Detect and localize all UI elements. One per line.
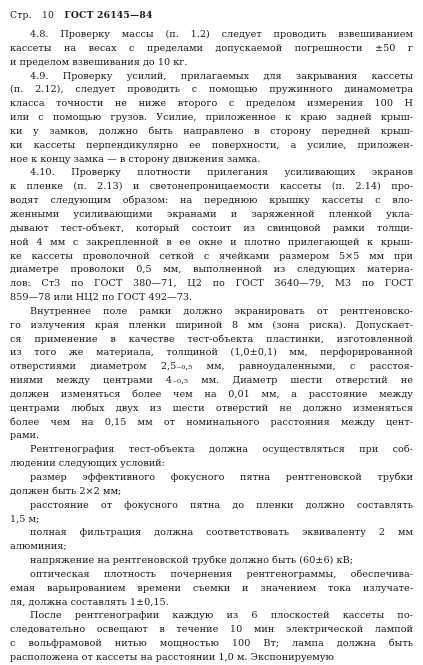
text-line: 1,5 м; bbox=[10, 513, 40, 525]
page-word: Стр. bbox=[10, 10, 32, 21]
para-after bbox=[10, 609, 413, 664]
text-line: После рентгенографии каждую из 6 плоскостей кассеты по- bbox=[30, 610, 413, 622]
text-line: 4.10. Проверку плотности прилегания усиливающих экранов bbox=[30, 167, 413, 179]
text-line: дывают тест-объект, который состоит из свинцовой рамки толщи- bbox=[10, 222, 413, 234]
text-line: емая варьированием времени съемки и значением тока излучате- bbox=[10, 582, 413, 594]
para-4-8 bbox=[10, 28, 413, 70]
text-line: ной 4 мм с закрепленной в ее окне и плотно прилегающей к крыш- bbox=[10, 236, 413, 248]
text-line: (п. 2.12), следует проводить с помощью пружинного динамометра bbox=[10, 84, 413, 96]
text-line: должен изменяться более чем на 0,01 мм, а расстояние между bbox=[10, 388, 413, 400]
text-line: расстояние от фокусного пятна до пленки должно составлять bbox=[30, 499, 413, 511]
text-line: класса точности не ниже второго с пределом измерения 100 Н bbox=[10, 98, 413, 110]
text-line: с вольфрамовой нитью мощностью 100 Вт; лампа должна быть bbox=[10, 638, 413, 650]
text-line: Внутреннее поле рамки должно экранировать от рентгеновско- bbox=[30, 305, 413, 317]
text-line: кассеты на весах с пределами допускаемой погрешности ±50 г bbox=[10, 42, 413, 54]
text-line: 859—78 или НЦ2 по ГОСТ 492—73. bbox=[10, 292, 193, 304]
para-focal-spot bbox=[10, 471, 413, 499]
text-line: или с помощью грузов. Усилие, приложенное к краю задней крыш- bbox=[10, 112, 413, 124]
text-line: женными усиливающими экранами и заряженной пленкой укла- bbox=[10, 208, 413, 220]
text-line: следовательно освещают в течение 10 мин электрической лампой bbox=[10, 624, 413, 636]
standard-title: ГОСТ 26145—84 bbox=[64, 10, 153, 21]
text-line: Рентгенография тест-объекта должна осуществляться при соб- bbox=[30, 444, 413, 456]
text-line: должен быть 2×2 мм; bbox=[10, 485, 122, 497]
text-line: полная фильтрация должна соответствовать эквиваленту 2 мм bbox=[30, 527, 413, 539]
text-line: ля, должна составлять 1±0,15. bbox=[10, 596, 169, 608]
text-line: алюминия; bbox=[10, 541, 67, 553]
text-line: диаметре проволоки 0,5 мм, выполненной из следующих материа- bbox=[10, 264, 413, 276]
document-body bbox=[10, 28, 413, 665]
text-line: 4.8. Проверку массы (п. 1.2) следует проводить взвешиванием bbox=[30, 29, 413, 40]
para-4-9 bbox=[10, 70, 413, 167]
text-line: ке кассеты проволочной сеткой с ячейками размером 5×5 мм при bbox=[10, 250, 413, 262]
text-line: из того же материала, толщиной (1,0±0,1) мм, перфорированной bbox=[10, 347, 413, 359]
text-line: размер эффективного фокусного пятна рентгеновской трубки bbox=[30, 472, 413, 483]
text-line: ки у замков, должно быть направлено в сторону передней крыш- bbox=[10, 125, 413, 137]
para-4-10 bbox=[10, 166, 413, 304]
page-header bbox=[10, 10, 413, 21]
text-line: людении следующих условий: bbox=[10, 458, 165, 470]
text-line: расположена от кассеты на расстоянии 1,0 м. Экспонируемую bbox=[10, 651, 334, 663]
text-line: оптическая плотность почернения рентгенограммы, обеспечива- bbox=[30, 568, 413, 580]
text-line: ся применение в качестве тест-объекта пластинки, изготовленной bbox=[10, 333, 413, 345]
text-line: ки кассеты перпендикулярно ее поверхности, а усилие, приложен- bbox=[10, 139, 413, 151]
para-voltage bbox=[10, 554, 413, 568]
text-line: го излучения края пленки шириной 8 мм (зона риска). Допускает- bbox=[10, 319, 413, 331]
text-line: более чем на 0,15 мм от номинального расстояния между цент- bbox=[10, 416, 413, 428]
text-line: ное к концу замка — в сторону движения замка. bbox=[10, 153, 261, 165]
para-radiography bbox=[10, 443, 413, 471]
para-inner-field bbox=[10, 305, 413, 443]
text-line: напряжение на рентгеновской трубке должно быть (60±6) кВ; bbox=[30, 555, 353, 567]
text-line: рами. bbox=[10, 430, 40, 442]
text-line: лов: Ст3 по ГОСТ 380—71, Ц2 по ГОСТ 3640—79, М3 по ГОСТ bbox=[10, 278, 413, 290]
page-number: 10 bbox=[41, 10, 55, 21]
text-line: ниями между центрами 4₋₀,₅ мм. Диаметр шести отверстий не bbox=[10, 375, 413, 387]
text-line: к пленке (п. 2.13) и светонепроницаемости кассеты (п. 2.14) про- bbox=[10, 181, 413, 193]
text-line: отверстиями диаметром 2,5₋₀,₅ мм, равноудаленными, с расстоя- bbox=[10, 361, 413, 373]
text-line: 4.9. Проверку усилий, прилагаемых для закрывания кассеты bbox=[30, 70, 413, 82]
para-density bbox=[10, 568, 413, 610]
text-line: водят следующим образом: на переднюю крышку кассеты с вло- bbox=[10, 195, 413, 207]
text-line: и пределом взвешивания до 10 кг. bbox=[10, 56, 188, 68]
para-distance bbox=[10, 499, 413, 527]
para-filtration bbox=[10, 526, 413, 554]
text-line: центрами любых двух из шести отверстий не должно изменяться bbox=[10, 402, 413, 414]
